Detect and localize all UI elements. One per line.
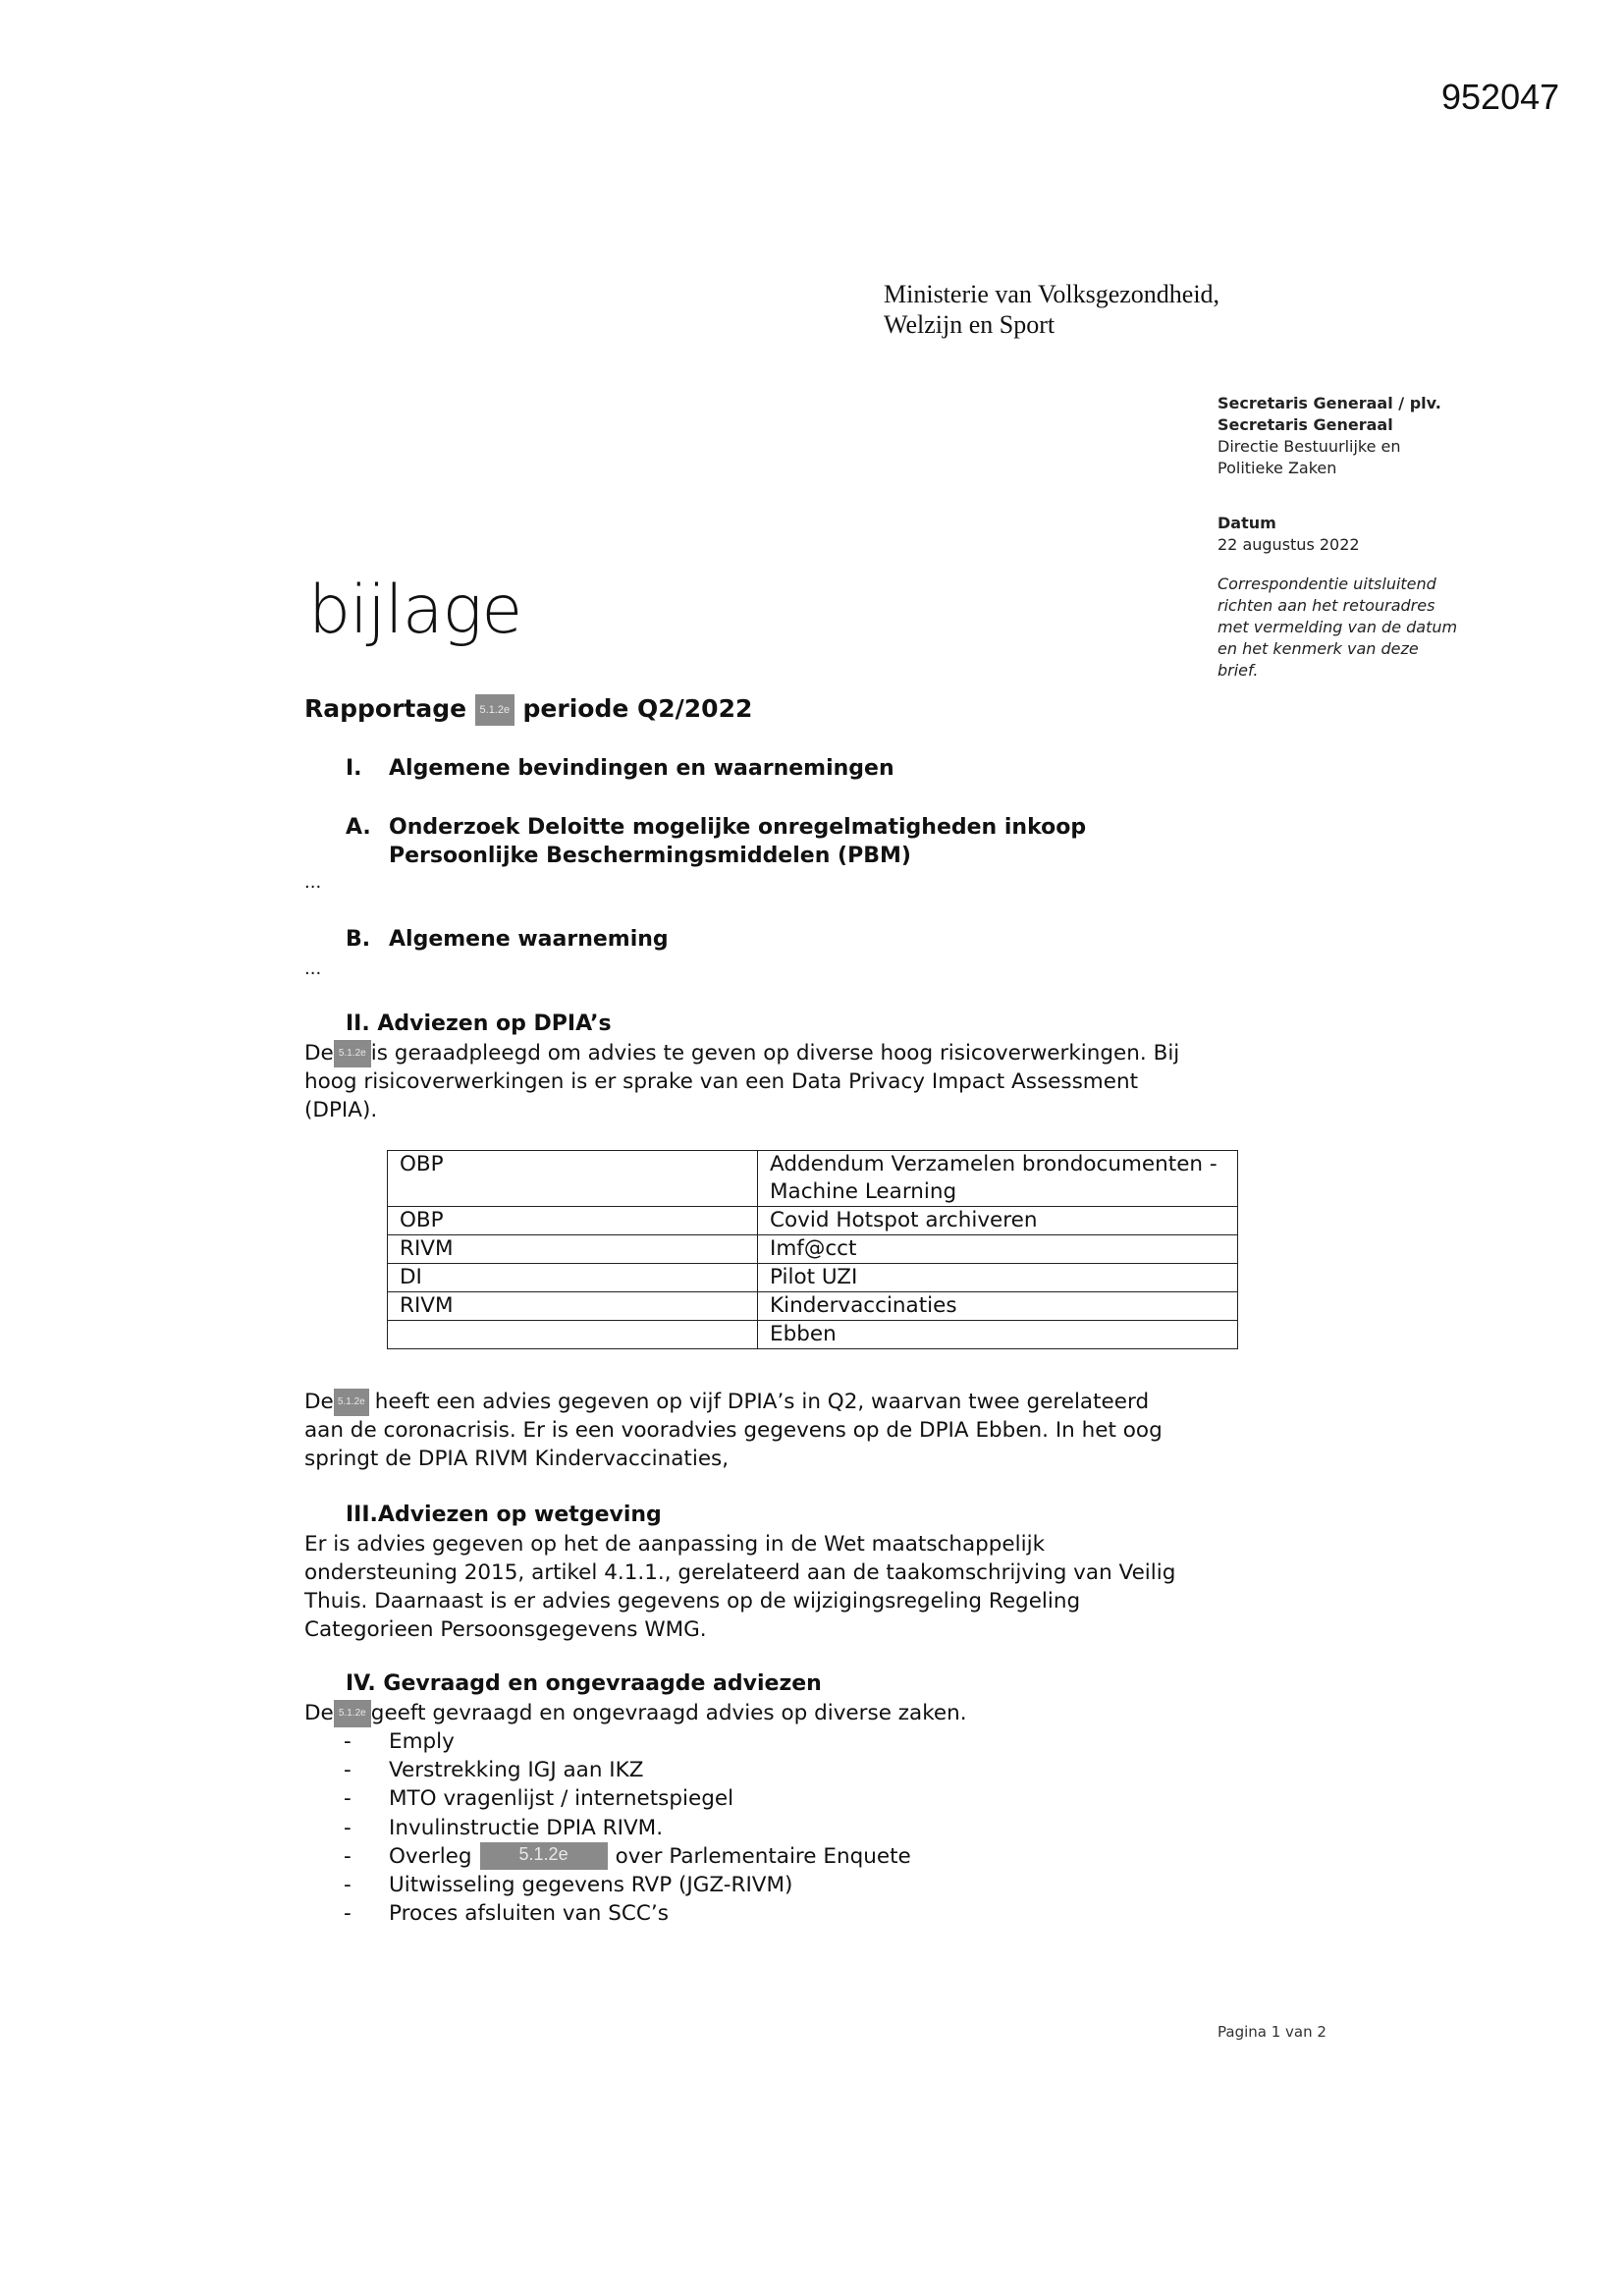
table-cell-item: Kindervaccinaties (758, 1292, 1238, 1321)
para-line-4: Categorieen Persoonsgegevens WMG. (304, 1617, 707, 1642)
section-a-title-2: Persoonlijke Beschermingsmiddelen (PBM) (389, 844, 911, 868)
list-item-text: Uitwisseling gegevens RVP (JGZ-RIVM) (389, 1873, 793, 1898)
list-item (344, 1784, 911, 1813)
redaction-box: 5.1.2e (475, 694, 514, 726)
list-item-post: over Parlementaire Enquete (615, 1843, 911, 1869)
sidebar-date-label: Datum (1218, 514, 1276, 532)
title-after: periode Q2/2022 (522, 694, 753, 723)
sidebar-date-value: 22 augustus 2022 (1218, 535, 1360, 554)
para-line-2: aan de coronacrisis. Er is een vooradvies gegevens op de DPIA Ebben. In het oog (304, 1418, 1163, 1443)
table-cell-org: DI (388, 1264, 758, 1292)
ministry-line-1: Ministerie van Volksgezondheid, (884, 280, 1220, 308)
table-cell-org: OBP (388, 1151, 758, 1207)
sidebar-note-1: Correspondentie uitsluitend (1218, 574, 1436, 593)
table-row (388, 1207, 1238, 1235)
table-cell-item: Covid Hotspot archiveren (758, 1207, 1238, 1235)
para-pre: De (304, 1041, 334, 1066)
table-row (388, 1292, 1238, 1321)
title-before: Rapportage (304, 694, 467, 723)
list-item (344, 1871, 911, 1899)
para-line-1: Er is advies gegeven op het de aanpassing in de Wet maatschappelijk (304, 1532, 1046, 1557)
para-pre: De (304, 1701, 334, 1725)
section-b-heading (346, 927, 669, 952)
list-item-text: Emply (389, 1729, 455, 1754)
list-dash: - (344, 1843, 352, 1869)
list-item (344, 1842, 911, 1871)
para-line-2: ondersteuning 2015, artikel 4.1.1., gerelateerd aan de taakomschrijving van Veilig (304, 1560, 1176, 1585)
bijlage-heading: bijlage (308, 572, 522, 649)
section-a-num: A. (346, 815, 371, 840)
section-i-num: I. (346, 756, 362, 781)
sidebar-note-5: brief. (1218, 661, 1259, 680)
table-row (388, 1151, 1238, 1207)
section-iv-intro (304, 1699, 967, 1727)
redaction-box: 5.1.2e (334, 1700, 371, 1727)
list-dash: - (344, 1815, 352, 1840)
para-line-1: is geraadpleegd om advies te geven op diverse hoog risicoverwerkingen. Bij (370, 1041, 1180, 1066)
table-cell-item: Imf@cct (758, 1235, 1238, 1264)
list-item-pre: Overleg (389, 1843, 472, 1869)
section-a-title-1: Onderzoek Deloitte mogelijke onregelmatigheden inkoop (389, 815, 1087, 840)
list-dash: - (344, 1786, 352, 1812)
list-item (344, 1814, 911, 1842)
list-item (344, 1899, 911, 1928)
ministry-line-2: Welzijn en Sport (884, 310, 1056, 339)
document-number: 952047 (1441, 77, 1560, 117)
section-b-num: B. (346, 927, 371, 952)
sidebar-org-2: Politieke Zaken (1218, 459, 1337, 477)
sidebar-org-bold-1: Secretaris Generaal / plv. (1218, 394, 1441, 412)
table-row (388, 1235, 1238, 1264)
dpia-table (387, 1150, 1238, 1349)
sidebar-note-2: richten aan het retouradres (1218, 596, 1435, 615)
list-item-text: MTO vragenlijst / internetspiegel (389, 1786, 734, 1812)
page-footer: Pagina 1 van 2 (1218, 2023, 1326, 2041)
section-ii-paragraph (304, 1039, 1179, 1124)
sidebar-note-3: met vermelding van de datum (1218, 618, 1458, 636)
section-b-title: Algemene waarneming (389, 927, 669, 952)
table-cell-item: Ebben (758, 1321, 1238, 1349)
para-line-3: springt de DPIA RIVM Kindervaccinaties, (304, 1447, 730, 1471)
section-iii-paragraph (304, 1530, 1175, 1644)
list-item (344, 1727, 911, 1756)
list-dash: - (344, 1901, 352, 1927)
table-cell-org: RIVM (388, 1292, 758, 1321)
section-ii-heading: II. Adviezen op DPIA’s (346, 1011, 612, 1036)
sidebar-note-4: en het kenmerk van deze (1218, 639, 1419, 658)
section-i-title: Algemene bevindingen en waarnemingen (389, 756, 894, 781)
section-iii-heading: III.Adviezen op wetgeving (346, 1503, 662, 1527)
table-cell-item (758, 1151, 1238, 1207)
ellipsis: ... (304, 958, 322, 979)
list-item (344, 1756, 911, 1784)
sidebar-org-bold-2: Secretaris Generaal (1218, 415, 1393, 434)
para-line-3: (DPIA). (304, 1098, 378, 1122)
redaction-box: 5.1.2e (480, 1842, 608, 1870)
list-dash: - (344, 1873, 352, 1898)
redaction-box: 5.1.2e (334, 1389, 369, 1416)
table-cell-item-line-2: Machine Learning (770, 1179, 957, 1204)
para-line-1: heeft een advies gegeven op vijf DPIA’s in Q2, waarvan twee gerelateerd (374, 1390, 1150, 1414)
dpia-summary-paragraph (304, 1388, 1163, 1473)
sidebar-org-1: Directie Bestuurlijke en (1218, 437, 1401, 456)
section-iv-heading: IV. Gevraagd en ongevraagde adviezen (346, 1671, 822, 1696)
para-line-1: geeft gevraagd en ongevraagd advies op diverse zaken. (370, 1701, 967, 1725)
list-dash: - (344, 1758, 352, 1783)
report-title (304, 694, 752, 726)
sidebar (1218, 393, 1512, 682)
table-cell-item-line-1: Addendum Verzamelen brondocumenten - (770, 1152, 1218, 1176)
table-cell-org (388, 1321, 758, 1349)
section-i-heading (346, 756, 894, 781)
para-line-2: hoog risicoverwerkingen is er sprake van een Data Privacy Impact Assessment (304, 1069, 1139, 1094)
list-item-text: Invulinstructie DPIA RIVM. (389, 1815, 664, 1840)
table-cell-org: OBP (388, 1207, 758, 1235)
list-dash: - (344, 1729, 352, 1754)
list-item-text: Proces afsluiten van SCC’s (389, 1901, 669, 1927)
table-cell-org: RIVM (388, 1235, 758, 1264)
ellipsis: ... (304, 872, 322, 893)
table-row (388, 1321, 1238, 1349)
table-row (388, 1264, 1238, 1292)
para-pre: De (304, 1390, 334, 1414)
advice-list (344, 1727, 911, 1928)
para-line-3: Thuis. Daarnaast is er advies gegevens op de wijzigingsregeling Regeling (304, 1589, 1081, 1613)
ministry-logo-text (884, 279, 1219, 340)
list-item-text: Verstrekking IGJ aan IKZ (389, 1758, 644, 1783)
redaction-box: 5.1.2e (334, 1040, 371, 1067)
table-cell-item: Pilot UZI (758, 1264, 1238, 1292)
section-a-heading (346, 813, 1086, 870)
